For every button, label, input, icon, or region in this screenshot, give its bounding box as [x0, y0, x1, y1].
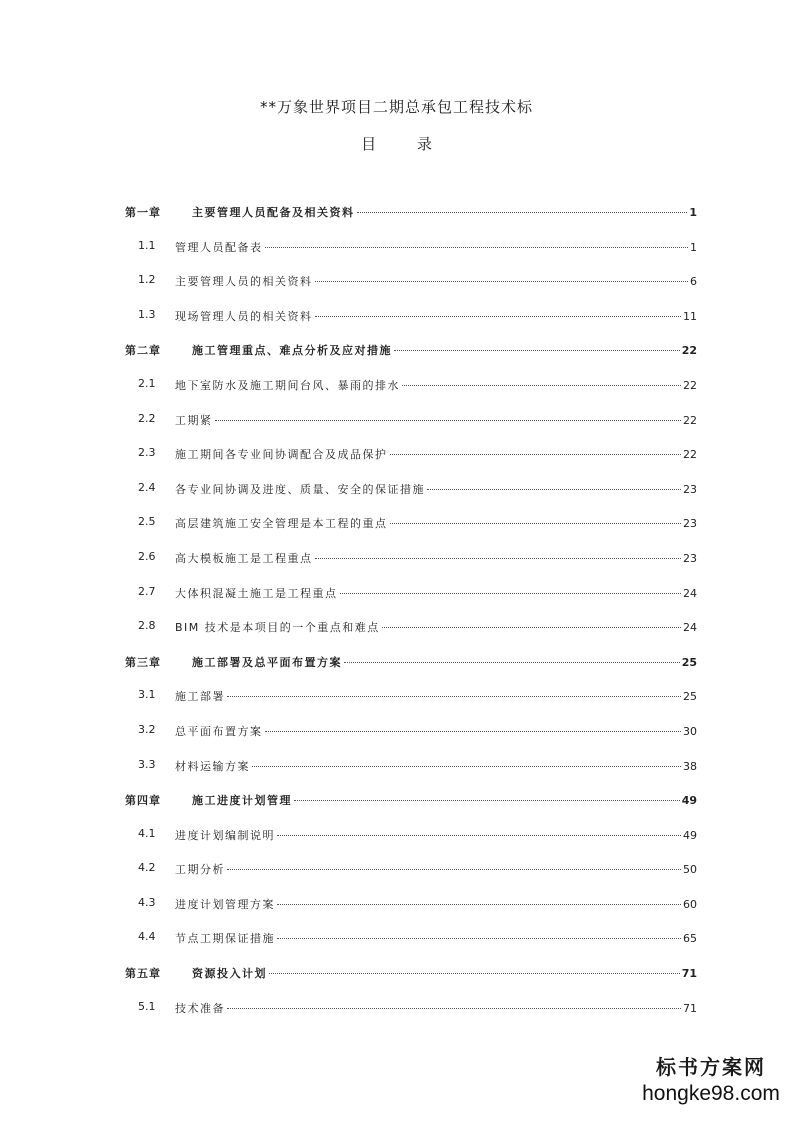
- toc-entry-title: 高大模板施工是工程重点: [175, 551, 313, 565]
- toc-section-entry[interactable]: [0, 511, 793, 546]
- toc-entry-line: [175, 758, 697, 774]
- toc-entry-number: 5.1: [138, 999, 156, 1013]
- toc-entry-title: 现场管理人员的相关资料: [175, 309, 313, 323]
- toc-entry-page-number: 22: [683, 378, 697, 392]
- toc-dot-leader: [294, 799, 680, 801]
- toc-entry-title: 工期紧: [175, 413, 213, 427]
- toc-entry-number: 3.3: [138, 757, 156, 771]
- toc-entry-title: 资源投入计划: [192, 967, 267, 981]
- toc-entry-page-number: 11: [683, 309, 697, 323]
- toc-entry-number: 2.4: [138, 480, 156, 494]
- toc-entry-title: 主要管理人员的相关资料: [175, 275, 313, 289]
- toc-section-entry[interactable]: [0, 823, 793, 858]
- toc-entry-title: 施工部署: [175, 690, 225, 704]
- toc-section-entry[interactable]: [0, 546, 793, 581]
- watermark-url: hongke98.com: [642, 1082, 780, 1105]
- toc-section-entry[interactable]: [0, 373, 793, 408]
- toc-dot-leader: [252, 765, 681, 767]
- toc-entry-number: 2.1: [138, 376, 156, 390]
- toc-entry-line: [175, 585, 697, 601]
- toc-entry-number: 1.2: [138, 273, 156, 287]
- toc-entry-page-number: 71: [681, 967, 697, 981]
- toc-entry-page-number: 25: [683, 690, 697, 704]
- toc-heading: 目 录: [361, 135, 450, 153]
- toc-entry-number: 1.3: [138, 307, 156, 321]
- toc-entry-page-number: 23: [683, 551, 697, 565]
- toc-entry-title: 施工期间各专业间协调配合及成品保护: [175, 448, 388, 462]
- toc-entry-page-number: 60: [683, 897, 697, 911]
- toc-dot-leader: [277, 937, 681, 939]
- toc-entry-title: BIM 技术是本项目的一个重点和难点: [175, 621, 380, 635]
- toc-entry-line: [175, 896, 697, 912]
- toc-entry-page-number: 49: [683, 828, 697, 842]
- toc-entry-title: 工期分析: [175, 863, 225, 877]
- toc-entry-title: 总平面布置方案: [175, 724, 263, 738]
- toc-dot-leader: [427, 488, 681, 490]
- toc-entry-number: 4.2: [138, 861, 156, 875]
- toc-entry-page-number: 24: [683, 621, 697, 635]
- toc-entry-title: 节点工期保证措施: [175, 932, 275, 946]
- toc-dot-leader: [315, 280, 689, 282]
- toc-entry-page-number: 30: [683, 724, 697, 738]
- toc-section-entry[interactable]: [0, 442, 793, 477]
- toc-entry-line: [175, 273, 697, 289]
- toc-section-entry[interactable]: [0, 477, 793, 512]
- toc-entry-number: 第五章: [125, 967, 161, 981]
- toc-dot-leader: [265, 246, 689, 248]
- toc-entry-number: 1.1: [138, 238, 156, 252]
- toc-entry-page-number: 22: [683, 413, 697, 427]
- toc-entry-page-number: 22: [683, 448, 697, 462]
- toc-entry-number: 2.6: [138, 549, 156, 563]
- toc-entry-page-number: 71: [683, 1001, 697, 1015]
- toc-entry-line: [175, 377, 697, 393]
- toc-entry-page-number: 22: [681, 344, 697, 358]
- toc-section-entry[interactable]: [0, 269, 793, 304]
- toc-entry-title: 进度计划管理方案: [175, 897, 275, 911]
- toc-entry-line: [175, 446, 697, 462]
- toc-entry-title: 施工部署及总平面布置方案: [192, 655, 342, 669]
- toc-entry-page-number: 1: [689, 206, 697, 219]
- toc-section-entry[interactable]: [0, 235, 793, 270]
- toc-dot-leader: [215, 419, 682, 421]
- toc-entry-line: [175, 308, 697, 324]
- toc-entry-title: 施工进度计划管理: [192, 794, 292, 808]
- toc-entry-line: [192, 965, 697, 981]
- toc-entry-number: 2.7: [138, 584, 156, 598]
- toc-dot-leader: [340, 592, 682, 594]
- toc-entry-title: 主要管理人员配备及相关资料: [192, 206, 355, 219]
- document-title: **万象世界项目二期总承包工程技术标: [259, 98, 533, 116]
- toc-entry-page-number: 1: [690, 240, 697, 254]
- toc-entry-number: 第二章: [125, 344, 161, 358]
- toc-entry-line: [175, 619, 697, 635]
- toc-entry-page-number: 6: [690, 275, 697, 289]
- toc-entry-line: [192, 342, 697, 358]
- toc-entry-title: 管理人员配备表: [175, 240, 263, 254]
- toc-entry-line: [175, 688, 697, 704]
- toc-entry-page-number: 38: [683, 759, 697, 773]
- toc-entry-number: 2.8: [138, 619, 156, 633]
- toc-entry-number: 第三章: [125, 655, 161, 669]
- toc-chapter-entry[interactable]: [0, 200, 793, 235]
- toc-entry-title: 施工管理重点、难点分析及应对措施: [192, 344, 392, 358]
- toc-entry-page-number: 65: [683, 932, 697, 946]
- toc-dot-leader: [277, 903, 681, 905]
- toc-entry-line: [192, 654, 697, 670]
- toc-dot-leader: [357, 211, 688, 213]
- toc-entry-page-number: 23: [683, 517, 697, 531]
- toc-entry-page-number: 24: [683, 586, 697, 600]
- toc-entry-page-number: 25: [681, 655, 697, 669]
- toc-chapter-entry[interactable]: [0, 788, 793, 823]
- toc-entry-number: 第一章: [125, 206, 161, 219]
- toc-entry-page-number: 49: [681, 794, 697, 808]
- toc-section-entry[interactable]: [0, 754, 793, 789]
- toc-dot-leader: [394, 349, 680, 351]
- toc-entry-number: 4.4: [138, 930, 156, 944]
- toc-section-entry[interactable]: [0, 892, 793, 927]
- toc-section-entry[interactable]: [0, 684, 793, 719]
- toc-entry-line: [175, 515, 697, 531]
- toc-section-entry[interactable]: [0, 304, 793, 339]
- toc-dot-leader: [227, 868, 681, 870]
- toc-entry-number: 2.5: [138, 515, 156, 529]
- toc-dot-leader: [390, 453, 682, 455]
- toc-entry-number: 2.2: [138, 411, 156, 425]
- watermark-name: 标书方案网: [656, 1055, 766, 1079]
- toc-chapter-entry[interactable]: [0, 650, 793, 685]
- toc-dot-leader: [227, 1007, 681, 1009]
- toc-dot-leader: [402, 384, 681, 386]
- toc-section-entry[interactable]: [0, 581, 793, 616]
- toc-entry-line: [175, 412, 697, 428]
- toc-dot-leader: [265, 730, 682, 732]
- toc-entry-line: [175, 827, 697, 843]
- toc-entry-line: [175, 723, 697, 739]
- toc-section-entry[interactable]: [0, 857, 793, 892]
- toc-entry-number: 3.2: [138, 722, 156, 736]
- toc-dot-leader: [382, 626, 681, 628]
- toc-entry-line: [175, 239, 697, 255]
- toc-entry-title: 材料运输方案: [175, 759, 250, 773]
- toc-entry-title: 高层建筑施工安全管理是本工程的重点: [175, 517, 388, 531]
- toc-dot-leader: [315, 315, 682, 317]
- toc-entry-line: [192, 204, 697, 220]
- toc-entry-line: [175, 481, 697, 497]
- toc-dot-leader: [227, 695, 681, 697]
- toc-entry-title: 大体积混凝土施工是工程重点: [175, 586, 338, 600]
- toc-entry-line: [192, 792, 697, 808]
- toc-section-entry[interactable]: [0, 926, 793, 961]
- toc-entry-page-number: 50: [683, 863, 697, 877]
- toc-entry-title: 进度计划编制说明: [175, 828, 275, 842]
- toc-entry-title: 各专业间协调及进度、质量、安全的保证措施: [175, 482, 425, 496]
- toc-entry-number: 第四章: [125, 794, 161, 808]
- toc-entry-number: 4.1: [138, 826, 156, 840]
- toc-dot-leader: [269, 972, 680, 974]
- toc-entry-number: 4.3: [138, 895, 156, 909]
- toc-section-entry[interactable]: [0, 615, 793, 650]
- toc-entry-page-number: 23: [683, 482, 697, 496]
- toc-entry-line: [175, 550, 697, 566]
- toc-dot-leader: [344, 661, 680, 663]
- toc-entry-number: 3.1: [138, 688, 156, 702]
- toc-section-entry[interactable]: [0, 996, 793, 1031]
- toc-dot-leader: [277, 834, 681, 836]
- toc-dot-leader: [390, 522, 682, 524]
- toc-entry-title: 技术准备: [175, 1001, 225, 1015]
- toc-entry-line: [175, 930, 697, 946]
- toc-section-entry[interactable]: [0, 408, 793, 443]
- toc-entry-line: [175, 861, 697, 877]
- toc-chapter-entry[interactable]: [0, 338, 793, 373]
- toc-chapter-entry[interactable]: [0, 961, 793, 996]
- watermark-logo: [641, 1051, 781, 1106]
- toc-entry-number: 2.3: [138, 446, 156, 460]
- toc-dot-leader: [315, 557, 682, 559]
- toc-entry-line: [175, 1000, 697, 1016]
- toc-section-entry[interactable]: [0, 719, 793, 754]
- table-of-contents: [0, 200, 793, 1030]
- toc-entry-title: 地下室防水及施工期间台风、暴雨的排水: [175, 378, 400, 392]
